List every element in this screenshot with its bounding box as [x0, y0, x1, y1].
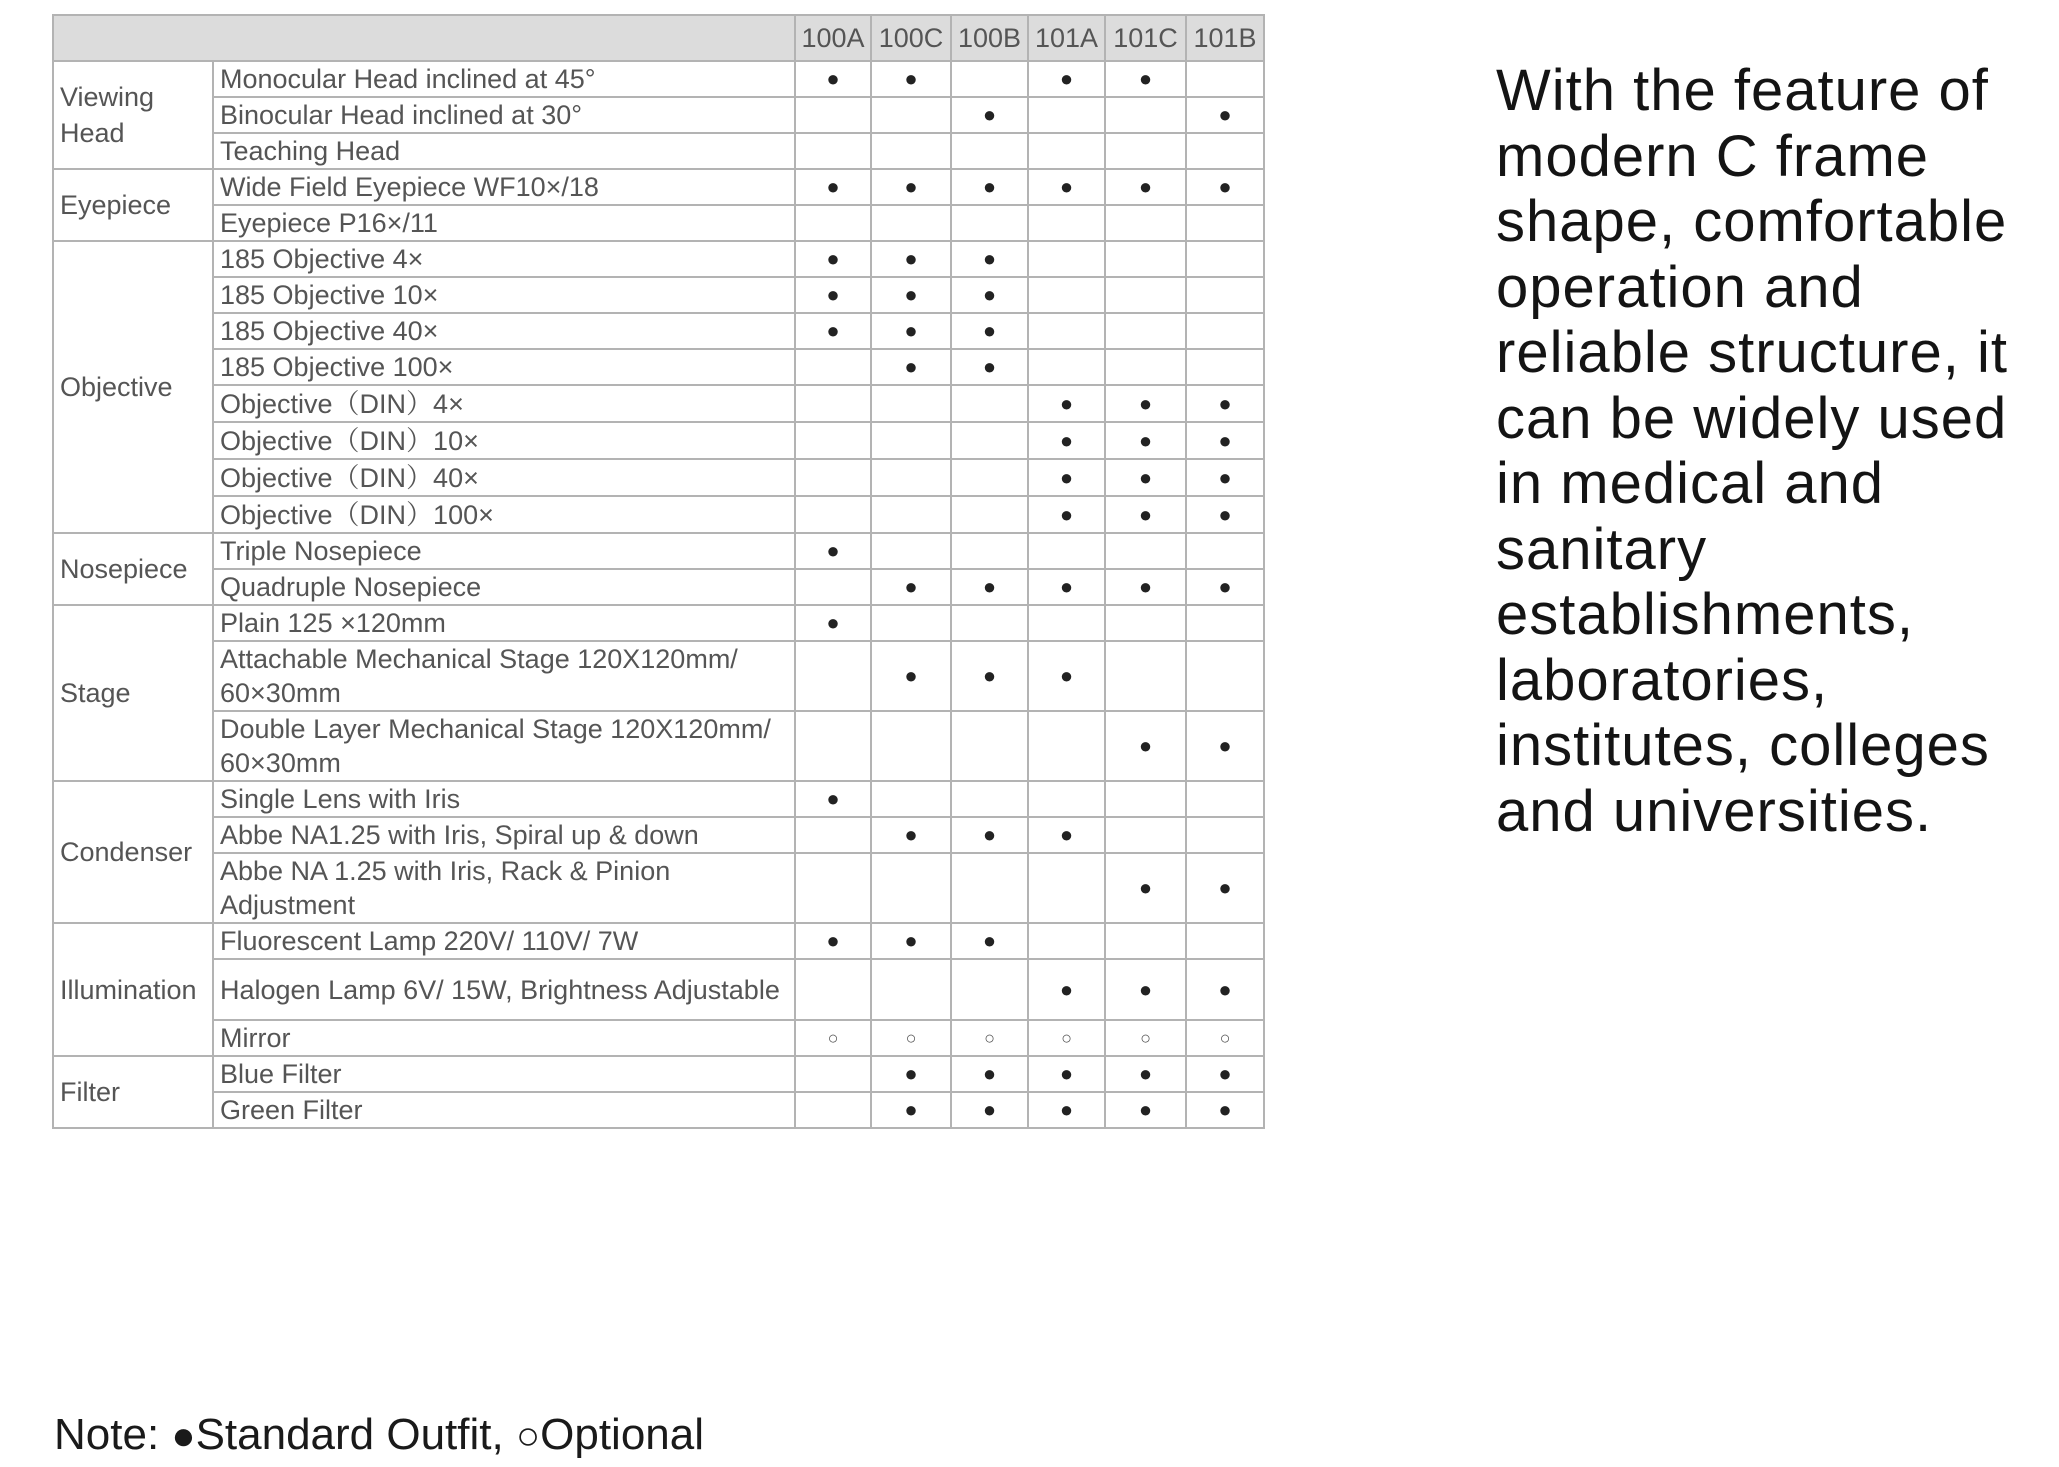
item-label: Monocular Head inclined at 45° — [213, 61, 795, 97]
item-label: Objective（DIN）100× — [213, 496, 795, 533]
empty-mark-cell — [871, 605, 951, 641]
empty-mark-cell — [1105, 205, 1186, 241]
standard-mark: ● — [1105, 61, 1186, 97]
standard-mark: ● — [871, 569, 951, 605]
model-header-101a: 101A — [1028, 15, 1105, 61]
specification-table — [52, 14, 1265, 1129]
standard-mark: ● — [1186, 169, 1264, 205]
optional-mark: ○ — [951, 1020, 1028, 1056]
standard-mark: ● — [795, 923, 871, 959]
standard-mark: ● — [1028, 422, 1105, 459]
standard-mark: ● — [1105, 1056, 1186, 1092]
item-label: Abbe NA1.25 with Iris, Spiral up & down — [213, 817, 795, 853]
group-label: Objective — [53, 241, 213, 533]
empty-mark-cell — [795, 459, 871, 496]
standard-mark: ● — [871, 241, 951, 277]
note-prefix: Note: — [54, 1410, 172, 1459]
empty-mark-cell — [951, 205, 1028, 241]
standard-mark: ● — [871, 641, 951, 711]
empty-mark-cell — [1105, 133, 1186, 169]
empty-mark-cell — [795, 853, 871, 923]
empty-mark-cell — [1186, 641, 1264, 711]
optional-label: Optional — [540, 1410, 705, 1459]
item-label: Triple Nosepiece — [213, 533, 795, 569]
empty-mark-cell — [871, 959, 951, 1020]
empty-mark-cell — [1105, 97, 1186, 133]
standard-mark: ● — [1105, 959, 1186, 1020]
empty-mark-cell — [1186, 349, 1264, 385]
empty-mark-cell — [1186, 313, 1264, 349]
empty-mark-cell — [1105, 923, 1186, 959]
table-row — [53, 496, 1264, 533]
standard-mark: ● — [1186, 569, 1264, 605]
empty-mark-cell — [951, 533, 1028, 569]
standard-mark: ● — [951, 277, 1028, 313]
empty-mark-cell — [1186, 923, 1264, 959]
empty-mark-cell — [1105, 277, 1186, 313]
filled-circle-icon: ● — [171, 1414, 196, 1458]
table-row — [53, 169, 1264, 205]
empty-mark-cell — [871, 533, 951, 569]
model-header-100b: 100B — [951, 15, 1028, 61]
standard-mark: ● — [1186, 1056, 1264, 1092]
table-row — [53, 711, 1264, 781]
item-label: Double Layer Mechanical Stage 120X120mm/ 60×30mm — [213, 711, 795, 781]
standard-mark: ● — [951, 817, 1028, 853]
model-header-100a: 100A — [795, 15, 871, 61]
standard-mark: ● — [871, 1056, 951, 1092]
model-header-100c: 100C — [871, 15, 951, 61]
empty-mark-cell — [871, 459, 951, 496]
standard-mark: ● — [951, 923, 1028, 959]
empty-mark-cell — [871, 205, 951, 241]
empty-mark-cell — [795, 1056, 871, 1092]
empty-mark-cell — [1028, 533, 1105, 569]
item-label: Halogen Lamp 6V/ 15W, Brightness Adjustable — [213, 959, 795, 1020]
empty-mark-cell — [951, 422, 1028, 459]
empty-mark-cell — [951, 853, 1028, 923]
standard-mark: ● — [1028, 169, 1105, 205]
table-row — [53, 569, 1264, 605]
table-row — [53, 313, 1264, 349]
standard-mark: ● — [951, 169, 1028, 205]
empty-mark-cell — [871, 133, 951, 169]
standard-mark: ● — [1105, 169, 1186, 205]
empty-mark-cell — [951, 959, 1028, 1020]
empty-mark-cell — [1186, 61, 1264, 97]
table-row — [53, 959, 1264, 1020]
item-label: Blue Filter — [213, 1056, 795, 1092]
item-label: Plain 125 ×120mm — [213, 605, 795, 641]
empty-mark-cell — [1028, 205, 1105, 241]
item-label: 185 Objective 100× — [213, 349, 795, 385]
standard-mark: ● — [1028, 1092, 1105, 1128]
empty-mark-cell — [795, 496, 871, 533]
item-label: Binocular Head inclined at 30° — [213, 97, 795, 133]
standard-mark: ● — [795, 169, 871, 205]
empty-mark-cell — [1028, 781, 1105, 817]
table-row — [53, 1092, 1264, 1128]
standard-mark: ● — [1105, 385, 1186, 422]
standard-mark: ● — [1028, 959, 1105, 1020]
header-row — [53, 15, 1264, 61]
item-label: Mirror — [213, 1020, 795, 1056]
standard-outfit-label: Standard Outfit, — [195, 1410, 516, 1459]
empty-mark-cell — [951, 711, 1028, 781]
standard-mark: ● — [1186, 496, 1264, 533]
empty-mark-cell — [1186, 533, 1264, 569]
empty-mark-cell — [1105, 817, 1186, 853]
table-row — [53, 133, 1264, 169]
standard-mark: ● — [1028, 641, 1105, 711]
item-label: Teaching Head — [213, 133, 795, 169]
empty-mark-cell — [1105, 641, 1186, 711]
empty-mark-cell — [951, 781, 1028, 817]
empty-mark-cell — [795, 349, 871, 385]
item-label: Green Filter — [213, 1092, 795, 1128]
empty-mark-cell — [1028, 277, 1105, 313]
standard-mark: ● — [1028, 385, 1105, 422]
empty-mark-cell — [795, 641, 871, 711]
empty-mark-cell — [795, 422, 871, 459]
item-label: Attachable Mechanical Stage 120X120mm/ 60×30mm — [213, 641, 795, 711]
empty-mark-cell — [951, 61, 1028, 97]
item-label: Eyepiece P16×/11 — [213, 205, 795, 241]
item-label: 185 Objective 10× — [213, 277, 795, 313]
standard-mark: ● — [1105, 711, 1186, 781]
empty-mark-cell — [951, 133, 1028, 169]
standard-mark: ● — [951, 349, 1028, 385]
empty-mark-cell — [871, 385, 951, 422]
standard-mark: ● — [1186, 97, 1264, 133]
empty-mark-cell — [795, 133, 871, 169]
standard-mark: ● — [951, 97, 1028, 133]
empty-mark-cell — [1028, 241, 1105, 277]
standard-mark: ● — [951, 569, 1028, 605]
standard-mark: ● — [951, 1056, 1028, 1092]
standard-mark: ● — [1186, 459, 1264, 496]
standard-mark: ● — [795, 241, 871, 277]
header-blank-cell — [53, 15, 795, 61]
standard-mark: ● — [1105, 459, 1186, 496]
table-row — [53, 385, 1264, 422]
empty-mark-cell — [795, 817, 871, 853]
table-row — [53, 817, 1264, 853]
empty-mark-cell — [951, 385, 1028, 422]
item-label: 185 Objective 4× — [213, 241, 795, 277]
empty-mark-cell — [871, 97, 951, 133]
empty-mark-cell — [1105, 349, 1186, 385]
table-row — [53, 277, 1264, 313]
empty-mark-cell — [871, 711, 951, 781]
empty-mark-cell — [1186, 205, 1264, 241]
group-label: Illumination — [53, 923, 213, 1056]
table-row — [53, 61, 1264, 97]
empty-mark-cell — [1186, 781, 1264, 817]
standard-mark: ● — [1186, 385, 1264, 422]
standard-mark: ● — [951, 241, 1028, 277]
standard-mark: ● — [1028, 569, 1105, 605]
group-label: Stage — [53, 605, 213, 781]
item-label: Abbe NA 1.25 with Iris, Rack & Pinion Adjustment — [213, 853, 795, 923]
table-row — [53, 533, 1264, 569]
standard-mark: ● — [871, 349, 951, 385]
empty-mark-cell — [1028, 133, 1105, 169]
empty-mark-cell — [951, 496, 1028, 533]
model-header-101b: 101B — [1186, 15, 1264, 61]
standard-mark: ● — [795, 313, 871, 349]
table-row — [53, 241, 1264, 277]
table-row — [53, 605, 1264, 641]
product-description: With the feature of modern C frame shape, comfortable operation and reliable structure, it can be widely used in medical and sanitary establishments, laboratories, institutes, colleges and universities. — [1496, 58, 2008, 844]
standard-mark: ● — [1186, 422, 1264, 459]
item-label: Wide Field Eyepiece WF10×/18 — [213, 169, 795, 205]
standard-mark: ● — [1028, 817, 1105, 853]
legend-note — [54, 1410, 704, 1460]
optional-mark: ○ — [1186, 1020, 1264, 1056]
standard-mark: ● — [871, 923, 951, 959]
empty-mark-cell — [1028, 97, 1105, 133]
group-label: Condenser — [53, 781, 213, 923]
standard-mark: ● — [871, 313, 951, 349]
optional-mark: ○ — [795, 1020, 871, 1056]
standard-mark: ● — [1105, 422, 1186, 459]
empty-mark-cell — [795, 385, 871, 422]
optional-mark: ○ — [1105, 1020, 1186, 1056]
table-row — [53, 1056, 1264, 1092]
standard-mark: ● — [1105, 496, 1186, 533]
group-label: Viewing Head — [53, 61, 213, 169]
empty-mark-cell — [1105, 241, 1186, 277]
empty-mark-cell — [795, 97, 871, 133]
group-label: Eyepiece — [53, 169, 213, 241]
standard-mark: ● — [1186, 853, 1264, 923]
standard-mark: ● — [1186, 711, 1264, 781]
standard-mark: ● — [795, 277, 871, 313]
empty-mark-cell — [1186, 605, 1264, 641]
standard-mark: ● — [795, 61, 871, 97]
optional-mark: ○ — [1028, 1020, 1105, 1056]
item-label: Quadruple Nosepiece — [213, 569, 795, 605]
empty-mark-cell — [951, 605, 1028, 641]
standard-mark: ● — [1028, 1056, 1105, 1092]
item-label: 185 Objective 40× — [213, 313, 795, 349]
empty-mark-cell — [1186, 817, 1264, 853]
empty-mark-cell — [795, 569, 871, 605]
standard-mark: ● — [951, 313, 1028, 349]
standard-mark: ● — [871, 169, 951, 205]
empty-mark-cell — [1105, 313, 1186, 349]
table-body — [53, 61, 1264, 1128]
table-row — [53, 1020, 1264, 1056]
empty-mark-cell — [1028, 853, 1105, 923]
empty-mark-cell — [795, 711, 871, 781]
standard-mark: ● — [951, 641, 1028, 711]
empty-mark-cell — [871, 496, 951, 533]
empty-mark-cell — [871, 781, 951, 817]
standard-mark: ● — [871, 817, 951, 853]
group-label: Nosepiece — [53, 533, 213, 605]
table-row — [53, 923, 1264, 959]
empty-mark-cell — [1186, 133, 1264, 169]
empty-mark-cell — [1028, 923, 1105, 959]
table-row — [53, 641, 1264, 711]
standard-mark: ● — [871, 277, 951, 313]
standard-mark: ● — [795, 781, 871, 817]
empty-mark-cell — [1028, 313, 1105, 349]
standard-mark: ● — [1028, 496, 1105, 533]
empty-mark-cell — [1028, 349, 1105, 385]
item-label: Objective（DIN）4× — [213, 385, 795, 422]
table-row — [53, 853, 1264, 923]
hollow-circle-icon: ○ — [515, 1414, 541, 1458]
empty-mark-cell — [1105, 605, 1186, 641]
standard-mark: ● — [1186, 959, 1264, 1020]
empty-mark-cell — [795, 1092, 871, 1128]
standard-mark: ● — [1186, 1092, 1264, 1128]
table-row — [53, 781, 1264, 817]
item-label: Objective（DIN）40× — [213, 459, 795, 496]
empty-mark-cell — [795, 959, 871, 1020]
item-label: Fluorescent Lamp 220V/ 110V/ 7W — [213, 923, 795, 959]
group-label: Filter — [53, 1056, 213, 1128]
standard-mark: ● — [1105, 1092, 1186, 1128]
standard-mark: ● — [1105, 853, 1186, 923]
standard-mark: ● — [795, 605, 871, 641]
standard-mark: ● — [1028, 459, 1105, 496]
standard-mark: ● — [1028, 61, 1105, 97]
standard-mark: ● — [1105, 569, 1186, 605]
empty-mark-cell — [1105, 781, 1186, 817]
table-row — [53, 205, 1264, 241]
empty-mark-cell — [871, 422, 951, 459]
standard-mark: ● — [871, 61, 951, 97]
empty-mark-cell — [795, 205, 871, 241]
table-row — [53, 422, 1264, 459]
standard-mark: ● — [795, 533, 871, 569]
empty-mark-cell — [1105, 533, 1186, 569]
empty-mark-cell — [1186, 241, 1264, 277]
standard-mark: ● — [951, 1092, 1028, 1128]
empty-mark-cell — [951, 459, 1028, 496]
table-row — [53, 459, 1264, 496]
empty-mark-cell — [1028, 711, 1105, 781]
item-label: Objective（DIN）10× — [213, 422, 795, 459]
standard-mark: ● — [871, 1092, 951, 1128]
empty-mark-cell — [871, 853, 951, 923]
table-row — [53, 97, 1264, 133]
item-label: Single Lens with Iris — [213, 781, 795, 817]
empty-mark-cell — [1186, 277, 1264, 313]
model-header-101c: 101C — [1105, 15, 1186, 61]
optional-mark: ○ — [871, 1020, 951, 1056]
empty-mark-cell — [1028, 605, 1105, 641]
table-row — [53, 349, 1264, 385]
